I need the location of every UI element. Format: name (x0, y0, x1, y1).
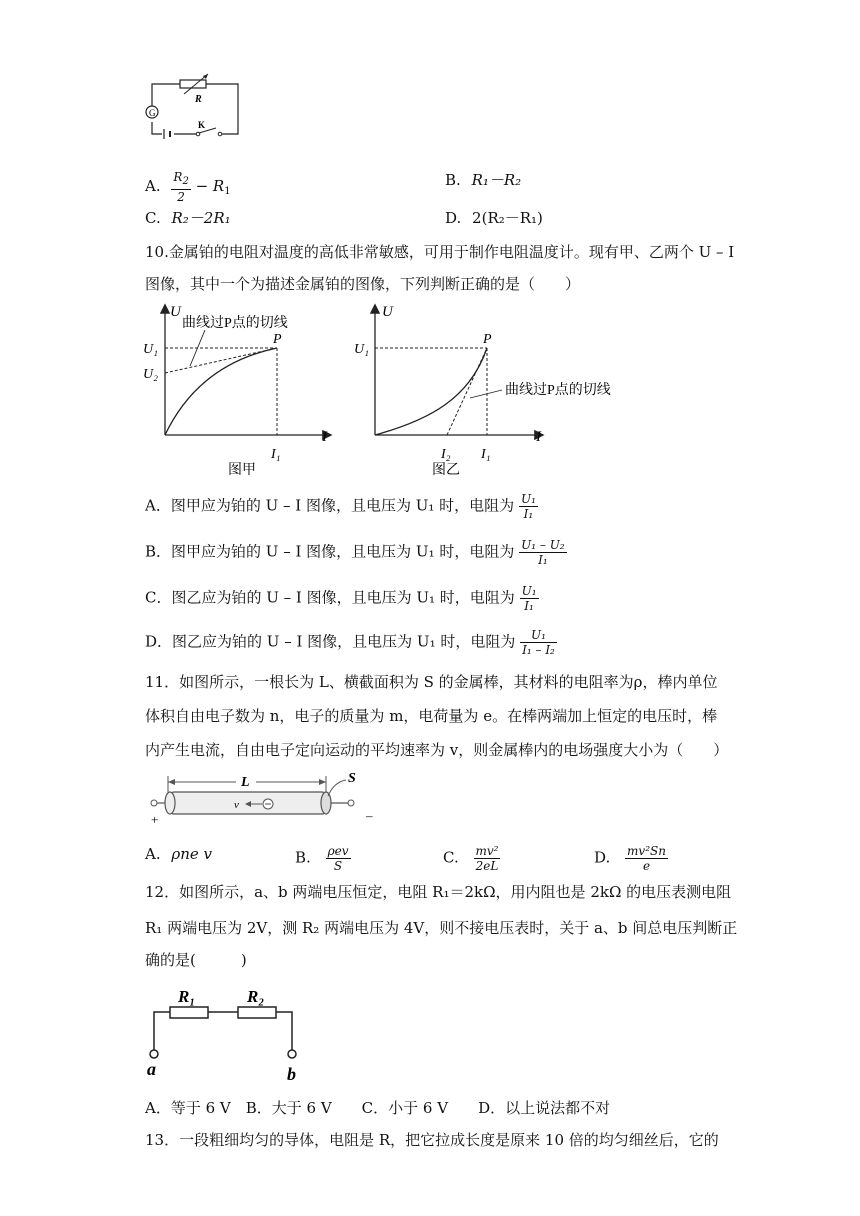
q10-option-a-den: I₁ (523, 507, 534, 521)
q11-option-d-den: e (642, 859, 651, 873)
q11-stem-line3: 内产生电流，自由电子定向运动的平均速率为 v，则金属棒内的电场强度大小为（ ） (145, 741, 729, 759)
q11-option-b-num: ρev (327, 844, 349, 858)
q11-stem-line1: 11．如图所示，一根长为 L、横截面积为 S 的金属棒，其材料的电阻率为ρ，棒内单位 (145, 673, 718, 691)
q11-option-d-fraction (625, 844, 668, 873)
q10-option-b-den: I₁ (538, 553, 548, 567)
q12-b-label: b (287, 1064, 296, 1084)
q11-option-d (594, 844, 668, 873)
q9-option-a (145, 170, 231, 204)
q11-option-b-label: B. (295, 848, 311, 867)
q12-options: A．等于 6 V B．大于 6 V C．小于 6 V D．以上说法都不对 (145, 1099, 611, 1117)
q12-a-label: a (147, 1059, 156, 1079)
q9-option-d (445, 208, 543, 228)
q10-option-b-fraction (519, 538, 566, 567)
q10-option-b-num: U₁ – U₂ (521, 538, 565, 552)
q10-option-a (145, 492, 538, 521)
q10-graph-yi (350, 298, 611, 478)
q10-yi-axis-u: U (382, 304, 393, 320)
q9-option-a-rest-sub: 1 (224, 186, 231, 197)
q11-velocity-label: v (234, 799, 239, 811)
q10-yi-u1: U₁ (354, 342, 369, 357)
q9-resistor-label: R (195, 94, 202, 105)
q11-option-c-label: C. (443, 848, 459, 867)
q11-option-c-num: mv² (475, 844, 499, 858)
q11-plus-label: + (151, 812, 159, 827)
q9-option-c (145, 208, 231, 228)
q10-option-d-den: I₁ – I₂ (522, 643, 555, 657)
q10-jia-caption: 图甲 (228, 463, 256, 478)
q9-switch-label: K (198, 120, 206, 130)
q10-option-b-text: B．图甲应为铂的 U – I 图像，且电压为 U₁ 时，电阻为 (145, 542, 515, 561)
q10-yi-i1: I₁ (481, 447, 491, 462)
q9-option-a-num: R (173, 170, 183, 184)
q10-jia-axis-i: I (322, 429, 327, 445)
q11-option-c-fraction (474, 844, 501, 873)
q11-option-c-den: 2eL (475, 859, 499, 873)
q9-option-b (445, 170, 521, 190)
q9-option-a-den: 2 (177, 190, 185, 204)
q10-option-c-fraction (520, 584, 539, 613)
q12-circuit-diagram (140, 982, 310, 1084)
q10-option-a-fraction (519, 492, 538, 521)
q11-option-b-fraction (326, 844, 351, 873)
q12-stem-line1: 12．如图所示，a、b 两端电压恒定，电阻 R₁＝2kΩ，用内阻也是 2kΩ 的电压表测电阻 (145, 883, 732, 901)
q10-jia-point-p: P (273, 332, 282, 347)
q11-option-b-den: S (333, 859, 343, 873)
q11-option-c (443, 844, 500, 873)
q9-circuit-diagram (140, 72, 250, 142)
q10-yi-i2: I₂ (441, 447, 451, 462)
q10-jia-u2: U₂ (143, 367, 158, 382)
q11-option-a-text: ρne v (171, 845, 212, 863)
q10-jia-u1: U₁ (143, 342, 158, 357)
q10-yi-annotation: 曲线过P点的切线 (505, 383, 611, 398)
q10-yi-axis-i: I (536, 429, 541, 445)
q10-jia-annotation: 曲线过P点的切线 (182, 316, 288, 331)
q10-option-b (145, 538, 567, 567)
q13-stem-line1: 13．一段粗细均匀的导体，电阻是 R，把它拉成长度是原来 10 倍的均匀细丝后，它的 (145, 1131, 719, 1149)
q12-r2-label: R₂ (247, 987, 265, 1006)
q10-option-a-text: A．图甲应为铂的 U – I 图像，且电压为 U₁ 时，电阻为 (145, 496, 515, 515)
q9-option-a-rest: − R (195, 177, 225, 195)
q10-jia-i1: I₁ (271, 447, 281, 462)
q10-option-d-fraction (520, 628, 557, 657)
q11-option-a-label: A. (145, 845, 161, 863)
q9-option-d-label: D. (445, 209, 462, 227)
q10-option-c-den: I₁ (524, 599, 534, 613)
q10-option-a-num: U₁ (520, 492, 536, 506)
q9-meter-label: G (149, 108, 156, 118)
q10-option-d-text: D．图乙应为铂的 U – I 图像，且电压为 U₁ 时，电阻为 (145, 632, 516, 651)
q10-stem-line2: 图像，其中一个为描述金属铂的图像，下列判断正确的是（ ） (145, 275, 581, 293)
q10-option-c-num: U₁ (521, 584, 537, 598)
q12-r1-label: R₁ (178, 987, 196, 1006)
q9-option-a-fraction (171, 170, 190, 204)
q11-rod-figure (148, 768, 388, 828)
q10-stem-line1: 10.金属铂的电阻对温度的高低非常敏感，可用于制作电阻温度计。现有甲、乙两个 U – I (145, 243, 735, 261)
q11-length-label: L (241, 775, 250, 790)
q10-option-d (145, 628, 557, 657)
q10-option-d-num: U₁ (520, 628, 557, 643)
q9-option-b-label: B. (445, 171, 461, 189)
q11-option-b (295, 844, 351, 873)
q10-yi-caption: 图乙 (432, 463, 460, 478)
q11-option-a (145, 844, 212, 864)
q9-option-a-num-sub: 2 (182, 176, 189, 187)
q11-minus-label: – (366, 808, 373, 823)
q9-option-c-text: R₂－2R₁ (171, 209, 231, 227)
q11-stem-line2: 体积自由电子数为 n，电子的质量为 m，电荷量为 e。在棒两端加上恒定的电压时，棒 (145, 707, 718, 725)
q9-option-c-label: C. (145, 209, 161, 227)
q10-graph-jia (140, 298, 340, 478)
q11-area-label: S (348, 771, 356, 786)
q10-yi-point-p: P (483, 332, 492, 347)
q11-option-d-num: mv²Sn (627, 844, 666, 858)
q12-stem-line2: R₁ 两端电压为 2V，测 R₂ 两端电压为 4V，则不接电压表时，关于 a、b 间总电压判断正 (145, 919, 738, 937)
q10-option-c (145, 584, 539, 613)
q9-option-d-text: 2(R₂－R₁) (472, 209, 543, 227)
q12-stem-line3: 确的是( ) (145, 951, 247, 969)
q11-option-d-label: D. (594, 848, 611, 867)
q10-jia-axis-u: U (170, 304, 181, 320)
q9-option-a-label: A. (145, 177, 161, 195)
q10-option-c-text: C．图乙应为铂的 U – I 图像，且电压为 U₁ 时，电阻为 (145, 588, 515, 607)
q9-option-b-text: R₁－R₂ (471, 171, 522, 189)
